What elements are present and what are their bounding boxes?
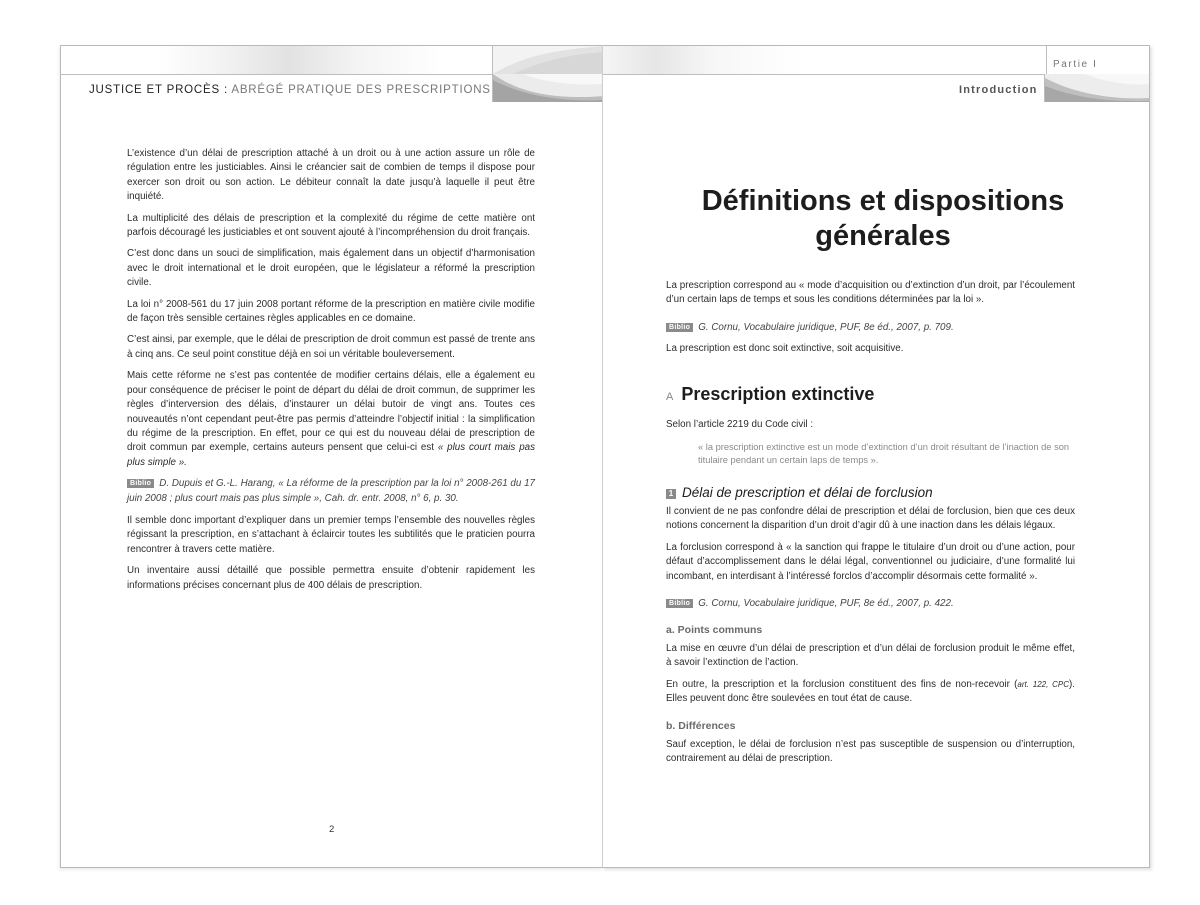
paragraph: C’est donc dans un souci de simplification, mais également dans un objectif d’harmonisation avec le droit international et le droit européen, que le législateur a réformé la prescription civile. xyxy=(127,248,535,289)
running-head-subtitle: ABRÉGÉ PRATIQUE DES PRESCRIPTIONS xyxy=(231,84,491,96)
biblio-badge: Biblio xyxy=(666,599,693,608)
biblio-text: D. Dupuis et G.-L. Harang, « La réforme de la prescription par la loi n° 2008-261 du 17 juin 2008 ; plus court mais pas plus simple », Cah. dr. entr. 2008, n° 6, p. 30. xyxy=(127,478,535,504)
subsection-number: 1 xyxy=(666,489,676,499)
chapter-title: Définitions et dispositions générales xyxy=(701,185,1065,252)
paragraph: La mise en œuvre d’un délai de prescription et d’un délai de forclusion produit le même effet, à savoir l’extinction de l’action. xyxy=(666,643,1075,669)
section-heading xyxy=(666,384,874,405)
paragraph: Il semble donc important d’expliquer dans un premier temps l’ensemble des nouvelles règles régissant la prescription, en s’attachant à éclaircir toutes les subtilités que le praticien pourra rencontrer à travers cette matière. xyxy=(127,514,535,555)
biblio-text: G. Cornu, Vocabulaire juridique, PUF, 8e éd., 2007, p. 422. xyxy=(698,598,954,609)
running-head xyxy=(89,84,491,96)
bibliography-entry xyxy=(666,597,1075,611)
left-page xyxy=(60,45,603,868)
paragraph: La forclusion correspond à « la sanction qui frappe le titulaire d’un droit ou d’une action, pour défaut d’accomplissement dans le délai légal, conventionnel ou judiciaire, d’une formalité lui incombant, en interdisant à l’intéressé forclos d’accomplir désormais cette formalité ». xyxy=(666,542,1075,582)
paragraph: L’existence d’un délai de prescription attaché à un droit ou à une action assure un rôle de régulation entre les justiciables. Ainsi le créancier sait de combien de temps il dispose pour exercer son droit ou son action. Le débiteur connaît la date jusqu’à laquelle il peut être inquiété. xyxy=(127,148,535,203)
bibliography-entry xyxy=(127,477,535,506)
bibliography-entry xyxy=(666,321,1075,335)
left-body-text xyxy=(127,147,535,600)
code-quote: « la prescription extinctive est un mode d’extinction d’un droit résultant de l’inaction de son titulaire pendant un certain laps de temps ». xyxy=(698,442,1070,465)
biblio-badge: Biblio xyxy=(127,479,154,488)
paragraph: La multiplicité des délais de prescription et la complexité du régime de cette matière ont parfois découragé les justiciables et ont souvent ajouté à l’incompréhension du droit français. xyxy=(127,212,535,239)
part-label-box xyxy=(1046,46,1149,75)
header-decoration-swoosh xyxy=(492,74,603,102)
header-decoration xyxy=(603,46,1047,75)
paragraph: En outre, la prescription et la forclusion constituent des fins de non-recevoir (art. 122, CPC). Elles peuvent donc être soulevées en tout état de cause. xyxy=(666,679,1075,705)
subheading-points-communs: a. Points communs xyxy=(666,624,763,636)
article-reference: Selon l’article 2219 du Code civil : xyxy=(666,419,814,430)
biblio-text: G. Cornu, Vocabulaire juridique, PUF, 8e éd., 2007, p. 709. xyxy=(698,322,954,333)
section-letter: A xyxy=(666,391,674,403)
subheading-differences: b. Différences xyxy=(666,720,736,732)
section-running-head: Introduction xyxy=(959,84,1038,96)
paragraph: Sauf exception, le délai de forclusion n’est pas susceptible de suspension ou d’interruption, contrairement au délai de prescription. xyxy=(666,739,1075,765)
intro-paragraph: La prescription correspond au « mode d’acquisition ou d’extinction d’un droit, par l’écoulement d’un certain laps de temps et sous les conditions déterminées par la loi ». xyxy=(666,280,1075,306)
part-label: Partie I xyxy=(1053,59,1098,70)
header-decoration-corner xyxy=(492,46,603,74)
subsection-heading xyxy=(666,485,933,500)
quote-inline: « plus court mais pas plus simple ». xyxy=(127,442,535,468)
subsection-title: Délai de prescription et délai de forclusion xyxy=(682,485,933,500)
header-decoration-swoosh xyxy=(1044,74,1149,102)
page-number: 2 xyxy=(329,824,335,835)
section-title: Prescription extinctive xyxy=(681,384,875,404)
summary-paragraph: La prescription est donc soit extinctive, soit acquisitive. xyxy=(666,343,904,354)
paragraph-reform: Mais cette réforme ne s’est pas contentée de modifier certains délais, elle a également eu pour conséquence de préciser le point de départ du délai de droit commun, de supprimer les règles d’interversion des délais, d’instaurer un délai butoir de vingt ans. Toutes ces nouveautés n’ont cependant peut-être pas permis d’atteindre l’objectif initial : la simplification du régime de la prescription. En effet, pour ce qui est du nouveau délai de prescription de droit commun par exemple, certains auteurs pensent que celui-ci est « plus court mais pas plus simple ». xyxy=(127,370,535,468)
paragraph: C’est ainsi, par exemple, que le délai de prescription de droit commun est passé de trente ans à cinq ans. Ce seul point constitue déjà en soi un véritable bouleversement. xyxy=(127,334,535,360)
running-head-title: JUSTICE ET PROCÈS : xyxy=(89,84,228,96)
biblio-badge: Biblio xyxy=(666,323,693,332)
paragraph: La loi n° 2008-561 du 17 juin 2008 portant réforme de la prescription en matière civile modifie de façon très sensible certaines règles applicables en ce domaine. xyxy=(127,298,535,325)
paragraph: Un inventaire aussi détaillé que possible permettra ensuite d’obtenir rapidement les informations précises concernant plus de 400 délais de prescription. xyxy=(127,565,535,591)
code-reference: art. 122, CPC xyxy=(1017,680,1070,689)
right-page xyxy=(602,45,1150,868)
paragraph: Il convient de ne pas confondre délai de prescription et délai de forclusion, bien que ces deux notions concernent la disparition d’un droit d’agir dû à une inaction dans les délais légaux. xyxy=(666,506,1075,532)
